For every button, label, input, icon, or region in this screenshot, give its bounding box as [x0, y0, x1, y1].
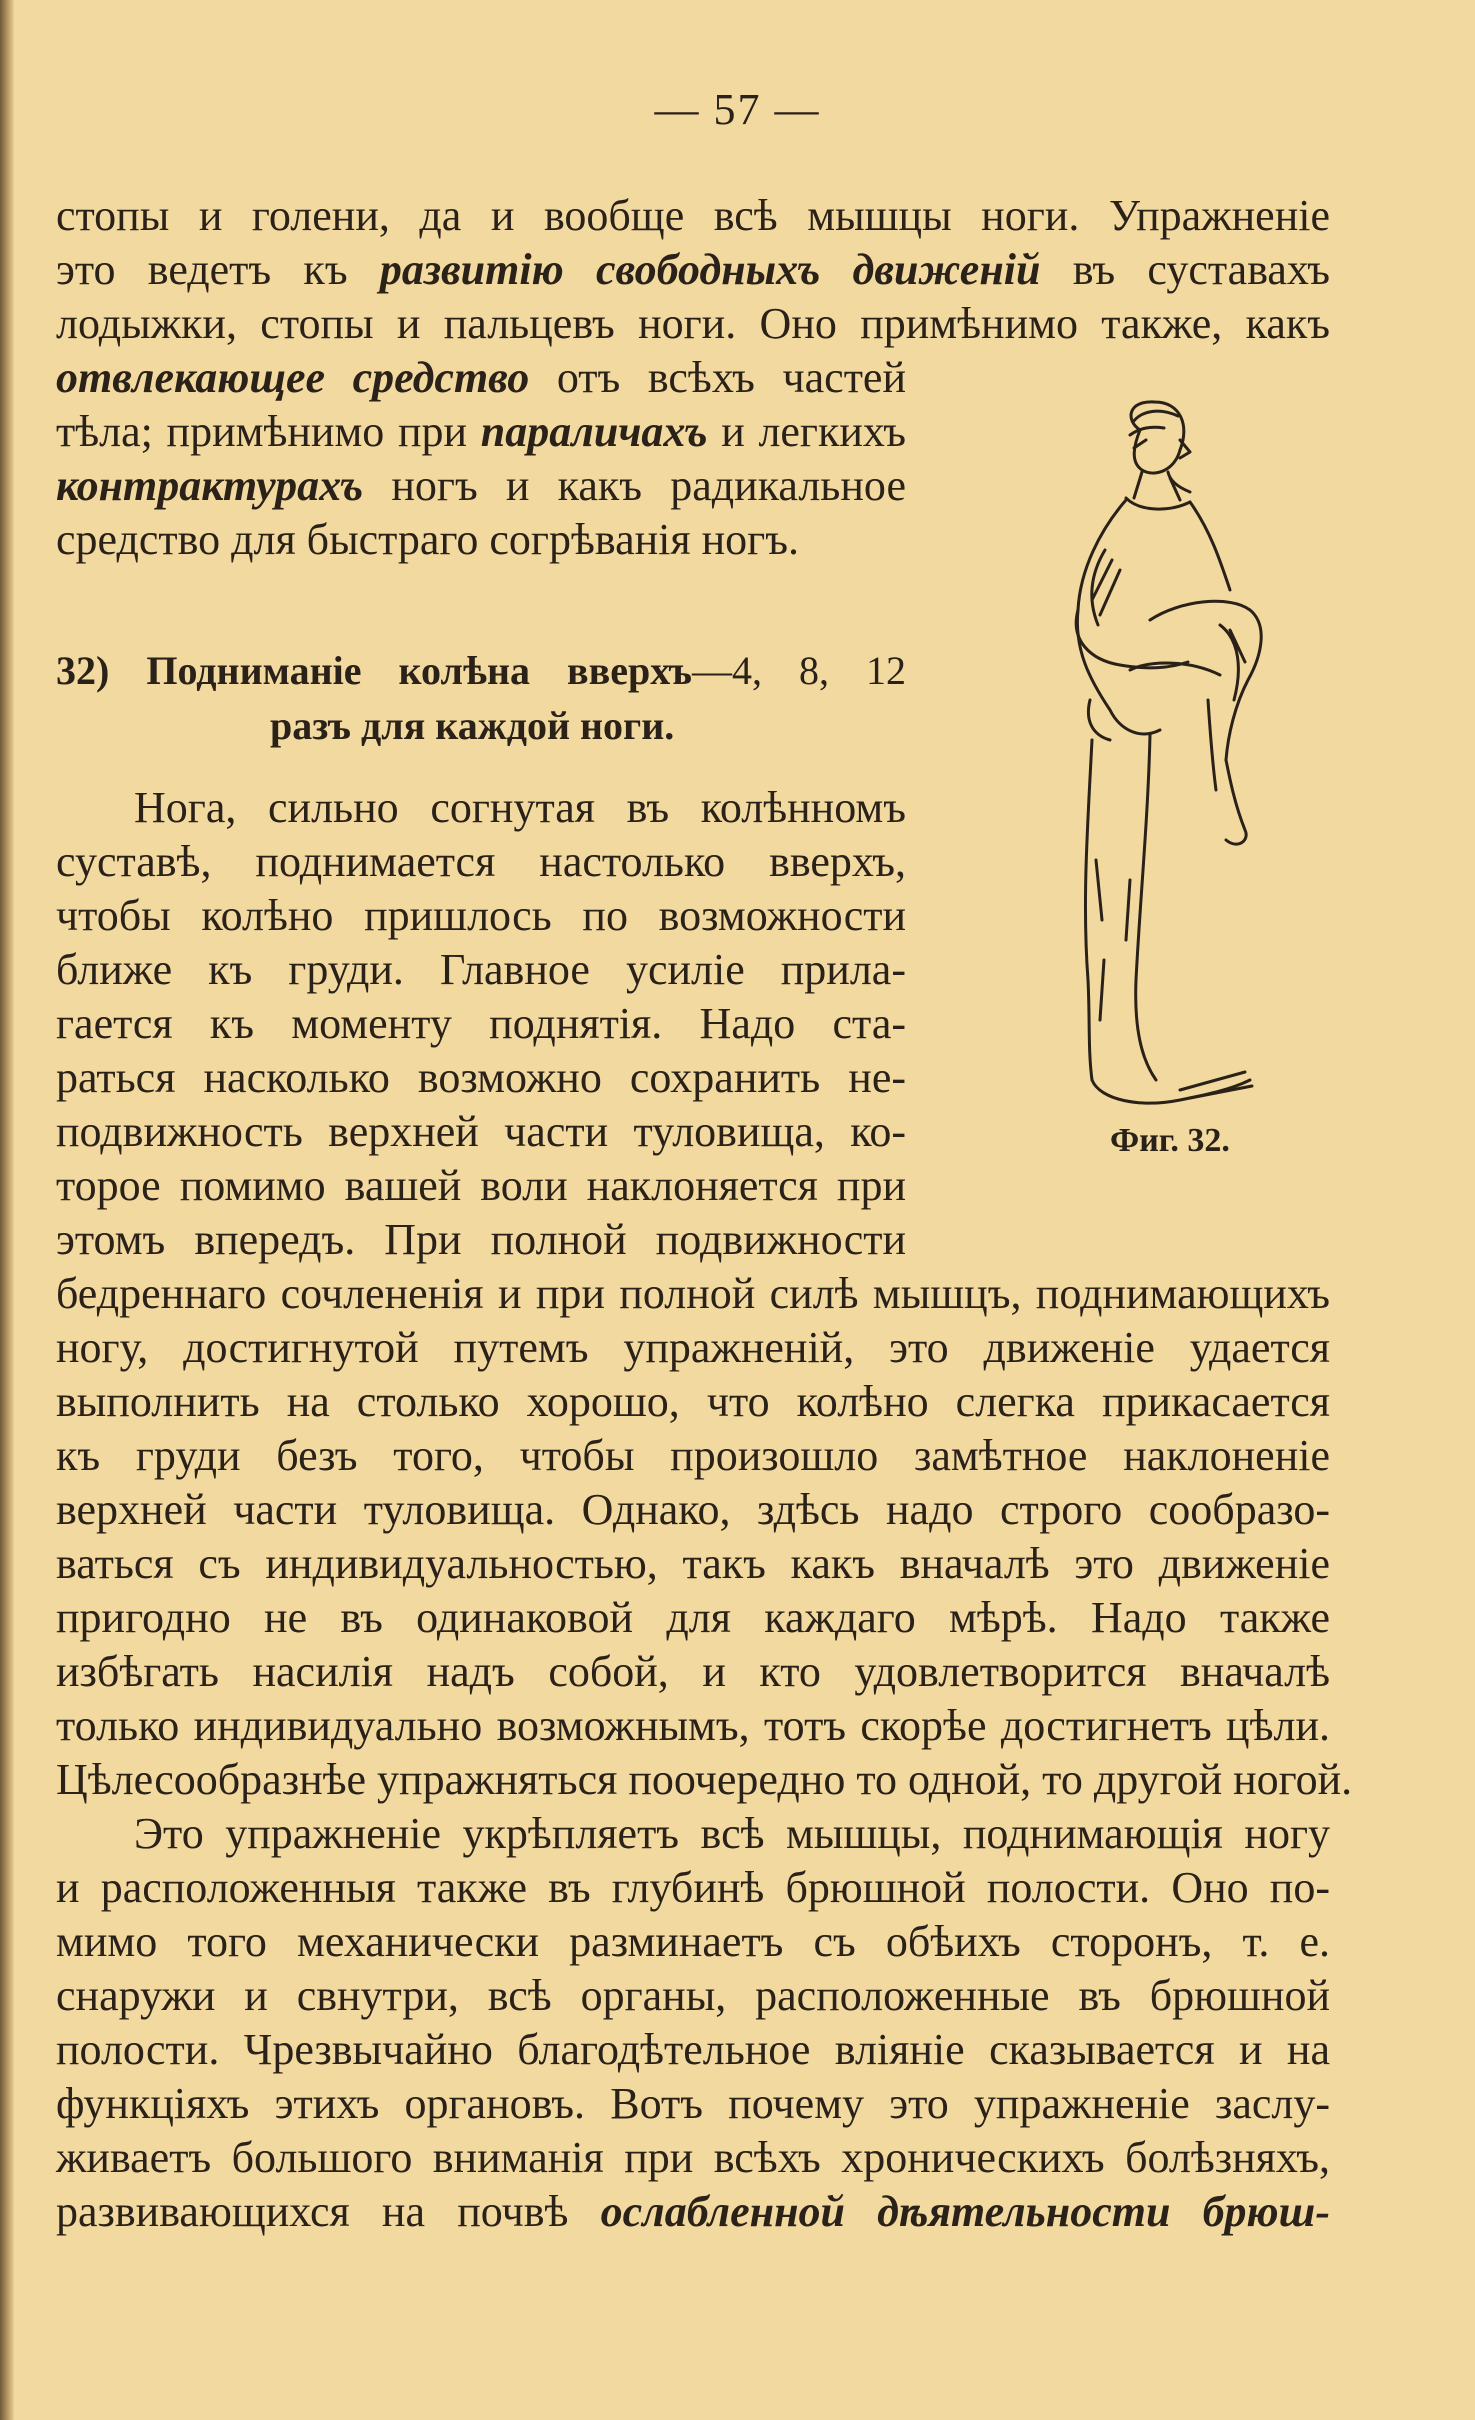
text-line: ближе къ груди. Главное усиліе прила- [56, 945, 906, 994]
text-line: лодыжки, стопы и пальцевъ ноги. Оно примѣнимо также, какъ [56, 299, 1330, 348]
text-line: торое помимо вашей воли наклоняется при [56, 1161, 906, 1210]
text-line: снаружи и свнутри, всѣ органы, расположенные въ брюшной [56, 1971, 1330, 2020]
text-line: подвижность верхней части туловища, ко- [56, 1107, 906, 1156]
text-line: средство для быстраго согрѣванія ногъ. [56, 515, 799, 564]
text-line: Нога, сильно согнутая въ колѣнномъ [134, 783, 906, 832]
italic-emphasis: ослабленной дѣятельности брюш- [600, 2187, 1330, 2236]
text-line: пригодно не въ одинаковой для каждаго мѣрѣ. Надо также [56, 1593, 1330, 1642]
text-line: ваться съ индивидуальностью, такъ какъ вначалѣ это движеніе [56, 1539, 1330, 1588]
text-line: тѣла; примѣнимо при параличахъ и легкихъ [56, 407, 906, 456]
section-number: 32) [56, 648, 110, 693]
text-line: контрактурахъ ногъ и какъ радикальное [56, 461, 906, 510]
text-line: верхней части туловища. Однако, здѣсь надо строго сообразо- [56, 1485, 1330, 1534]
text-line: ногу, достигнутой путемъ упражненій, это движеніе удается [56, 1323, 1330, 1372]
page-gutter-shadow [0, 0, 14, 2420]
figure-caption: Фиг. 32. [1110, 1122, 1230, 1159]
text-line: чтобы колѣно пришлось по возможности [56, 891, 906, 940]
text-line: это ведетъ къ развитію свободныхъ движеній въ суставахъ [56, 245, 1330, 294]
text-line: функціяхъ этихъ органовъ. Вотъ почему это упражненіе заслу- [56, 2079, 1330, 2128]
text-line: раться насколько возможно сохранить не- [56, 1053, 906, 1102]
text-line: и расположенныя также въ глубинѣ брюшной полости. Оно по- [56, 1863, 1330, 1912]
text-line: гается къ моменту поднятія. Надо ста- [56, 999, 906, 1048]
text-line: суставѣ, поднимается настолько вверхъ, [56, 837, 906, 886]
text-line: этомъ впередъ. При полной подвижности [56, 1215, 906, 1264]
text-line: выполнить на столько хорошо, что колѣно слегка прикасается [56, 1377, 1330, 1426]
text-line: развивающихся на почвѣ ослабленной дѣятельности брюш- [56, 2187, 1330, 2236]
text-line: только индивидуально возможнымъ, тотъ скорѣе достигнетъ цѣли. [56, 1701, 1330, 1750]
text-line: избѣгать насилія надъ собой, и кто удовлетворится вначалѣ [56, 1647, 1330, 1696]
italic-emphasis: отвлекающее средство [56, 353, 530, 402]
text-line: отвлекающее средство отъ всѣхъ частей [56, 353, 906, 402]
section-counts: —4, 8, 12 [692, 648, 906, 693]
text-line: Цѣлесообразнѣе упражняться поочередно то одной, то другой ногой. [56, 1755, 1353, 1804]
text-line: къ груди безъ того, чтобы произошло замѣтное наклоненіе [56, 1431, 1330, 1480]
text-line: стопы и голени, да и вообще всѣ мышцы ноги. Упражненіе [56, 191, 1330, 240]
section-title: Подниманіе колѣна вверхъ [146, 648, 692, 693]
italic-emphasis: параличахъ [480, 407, 708, 456]
text-line: мимо того механически разминаетъ съ обѣихъ сторонъ, т. е. [56, 1917, 1330, 1966]
text-line: полости. Чрезвычайно благодѣтельное вліяніе сказывается и на [56, 2025, 1330, 2074]
text-line: Это упражненіе укрѣпляетъ всѣ мышцы, поднимающія ногу [134, 1809, 1330, 1858]
italic-emphasis: развитію свободныхъ движеній [379, 245, 1041, 294]
text-line: бедреннаго сочлененія и при полной силѣ мышцъ, поднимающихъ [56, 1269, 1330, 1318]
section-subtitle: разъ для каждой ноги. [270, 703, 675, 748]
italic-emphasis: контрактурахъ [56, 461, 364, 510]
exercise-figure-illustration [1030, 400, 1310, 1120]
section-heading [56, 645, 906, 697]
page-number: — 57 — [654, 85, 821, 134]
text-line: живаетъ большого вниманія при всѣхъ хроническихъ болѣзняхъ, [56, 2133, 1330, 2182]
